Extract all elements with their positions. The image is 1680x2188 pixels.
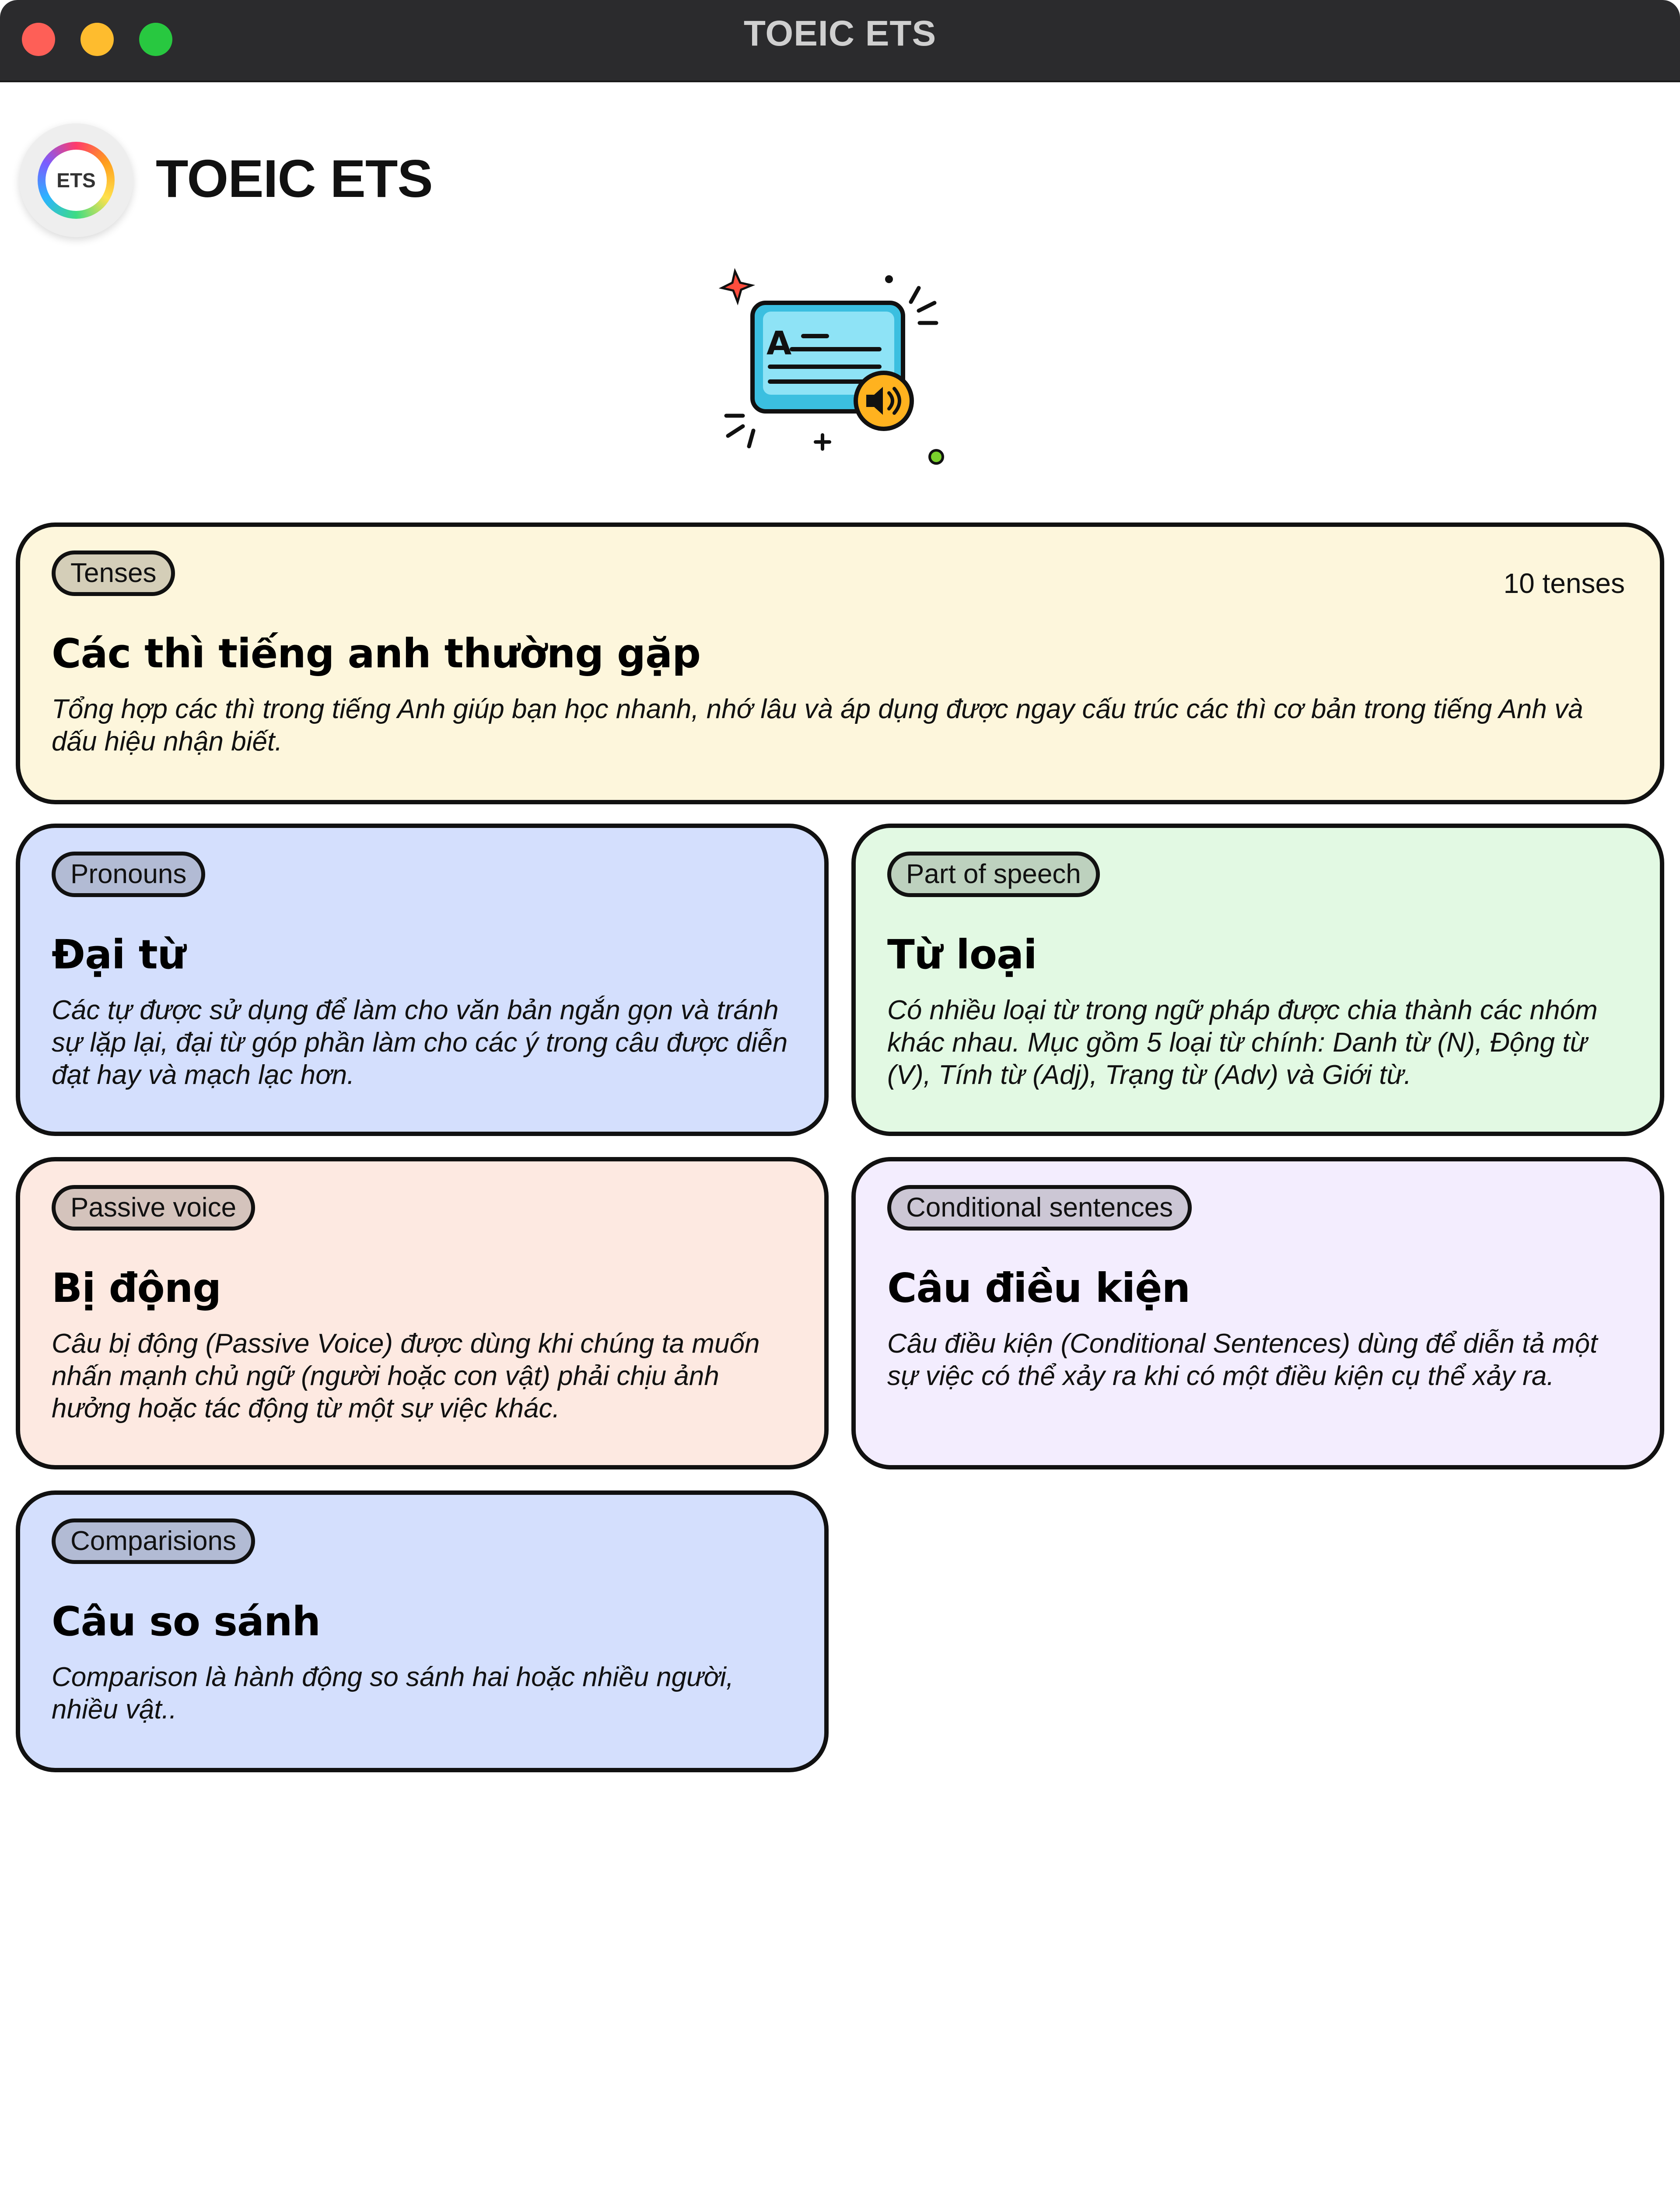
tenses-count: 10 tenses	[1503, 568, 1625, 599]
card-title: Bị động	[52, 1265, 221, 1311]
app-logo	[19, 123, 133, 237]
card-tag: Conditional sentences	[887, 1185, 1192, 1231]
card-description: Câu bị động (Passive Voice) được dùng khi chúng ta muốn nhấn mạnh chủ ngữ (người hoặc con vật) phải chịu ảnh hưởng hoặc tác động từ một sự việc khác.	[52, 1329, 760, 1424]
card-description: Có nhiều loại từ trong ngữ pháp được chia thành các nhóm khác nhau. Mục gồm 5 loại từ chính: Danh từ (N), Động từ (V), Tính từ (Adj), Trạng từ (Adv) và Giới từ.	[887, 995, 1598, 1090]
card-passive-voice[interactable]	[16, 1157, 829, 1469]
window-title: TOEIC ETS	[743, 14, 937, 53]
card-description: Các tự được sử dụng để làm cho văn bản ngắn gọn và tránh sự lặp lại, đại từ góp phần làm cho các ý trong câu được diễn đạt hay và mạch lạc hơn.	[52, 995, 788, 1090]
card-tag: Part of speech	[887, 852, 1100, 897]
card-part-of-speech[interactable]	[851, 824, 1664, 1136]
card-title: Câu so sánh	[52, 1598, 320, 1645]
card-description: Comparison là hành động so sánh hai hoặc nhiều người, nhiều vật..	[52, 1662, 734, 1725]
card-tag: Passive voice	[52, 1185, 255, 1231]
card-description: Tổng hợp các thì trong tiếng Anh giúp bạn học nhanh, nhớ lâu và áp dụng được ngay cấu trúc các thì cơ bản trong tiếng Anh và dấu hiệu nhận biết.	[52, 694, 1583, 757]
card-title: Các thì tiếng anh thường gặp	[52, 630, 700, 677]
logo-text: ETS	[46, 150, 107, 211]
card-title: Từ loại	[887, 931, 1037, 978]
app-title: TOEIC ETS	[156, 149, 433, 208]
card-description: Câu điều kiện (Conditional Sentences) dùng để diễn tả một sự việc có thể xảy ra khi có một điều kiện cụ thể xảy ra.	[887, 1329, 1598, 1391]
card-title: Đại từ	[52, 931, 186, 978]
card-tenses[interactable]	[16, 522, 1664, 804]
card-tag: Pronouns	[52, 852, 205, 897]
card-tag: Comparisions	[52, 1518, 255, 1564]
card-title: Câu điều kiện	[887, 1265, 1190, 1311]
card-comparisons[interactable]	[16, 1490, 829, 1772]
grammar-illustration	[718, 263, 962, 473]
svg-text:A: A	[766, 325, 792, 362]
card-tag: Tenses	[52, 551, 175, 596]
card-pronouns[interactable]	[16, 824, 829, 1136]
card-conditional-sentences[interactable]	[851, 1157, 1664, 1469]
window-titlebar	[0, 0, 1680, 82]
